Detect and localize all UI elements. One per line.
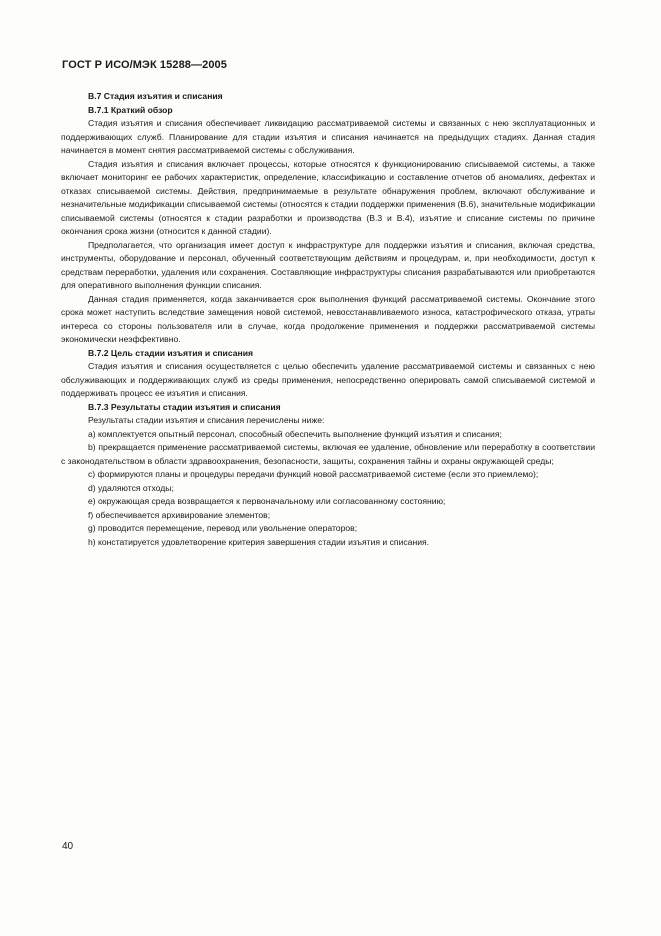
paragraph: Стадия изъятия и списания включает процессы, которые относятся к функционированию списываемой системы, а также включает мониторинг ее рабочих характеристик, определение, классификацию и составление отчетов об аномалиях, дефектах и отказах списываемой системы. Действия, предпринимаемые в результате обнаружения проблем, включают обслуживание и незначительные модификации списываемой системы (относятся к стадии поддержки применения (В.6), значительные модификации списываемой системы (относятся к стадии разработки и производства (В.3 и В.4), изъятие и списание системы по причине окончания срока жизни (относится к данной стадии). xyxy=(61,158,595,236)
paragraph: Стадия изъятия и списания обеспечивает ликвидацию рассматриваемой системы и связанных с нею эксплуатационных и поддерживающих служб. Планирование для стадии изъятия и списания начинается на предыдущих стадиях. Данная стадия начинается в момент снятия рассматриваемой системы с обслуживания. xyxy=(61,118,595,155)
list-item: а) комплектуется опытный персонал, способный обеспечить выполнение функций изъятия и списания; xyxy=(88,428,502,439)
paragraph: Стадия изъятия и списания осуществляется с целью обеспечить удаление рассматриваемой системы и связанных с нею обслуживающих и поддерживающих служб из среды применения, непосредственно оперировать самой списываемой системой и поддерживать процесс ее изъятия и списания. xyxy=(61,361,595,398)
section-heading-b7: В.7 Стадия изъятия и списания xyxy=(88,91,223,101)
subsection-heading-b72: В.7.2 Цель стадии изъятия и списания xyxy=(88,347,253,358)
document-body xyxy=(61,90,595,549)
subsection-heading-b71: В.7.1 Краткий обзор xyxy=(88,104,173,115)
paragraph: Данная стадия применяется, когда заканчивается срок выполнения функций рассматриваемой системы. Окончание этого срока может наступить вследствие замещения новой системой, невосстанавливаемого износа, катастрофического отказа, утраты интереса со стороны пользователя или в случае, когда продолжение применения и поддержки рассматриваемой системы экономически неэффективно. xyxy=(61,293,595,344)
paragraph: Предполагается, что организация имеет доступ к инфраструктуре для поддержки изъятия и списания, включая средства, инструменты, оборудование и персонал, обученный соответствующим действиям и процедурам, и, при необходимости, доступ к средствам переработки, удаления или сохранения. Составляющие инфраструктуры списания разрабатываются или приобретаются для оперативного выполнения функции списания. xyxy=(61,239,595,290)
subsection-heading-b73: В.7.3 Результаты стадии изъятия и списания xyxy=(88,401,281,412)
list-item: f) обеспечивается архивирование элементов; xyxy=(88,509,271,520)
page-number: 40 xyxy=(62,841,74,852)
list-intro: Результаты стадии изъятия и списания перечислены ниже: xyxy=(88,415,325,425)
list-item: h) констатируется удовлетворение критерия завершения стадии изъятия и списания. xyxy=(88,536,430,547)
list-item: d) удаляются отходы; xyxy=(88,482,174,493)
document-header: ГОСТ Р ИСО/МЭК 15288—2005 xyxy=(62,59,227,71)
list-item: e) окружающая среда возвращается к первоначальному или согласованному состоянию; xyxy=(88,496,446,506)
list-item: b) прекращается применение рассматриваемой системы, включая ее удаление, обновление или переработку в соответствии с законодательством в области здравоохранения, безопасности, защиты, сохранения тайны и охраны окружающей среды; xyxy=(61,442,595,466)
list-item: g) проводится перемещение, перевод или увольнение операторов; xyxy=(88,523,358,533)
list-item: c) формируются планы и процедуры передачи функций новой рассматриваемой системе (если это приемлемо); xyxy=(88,469,539,479)
